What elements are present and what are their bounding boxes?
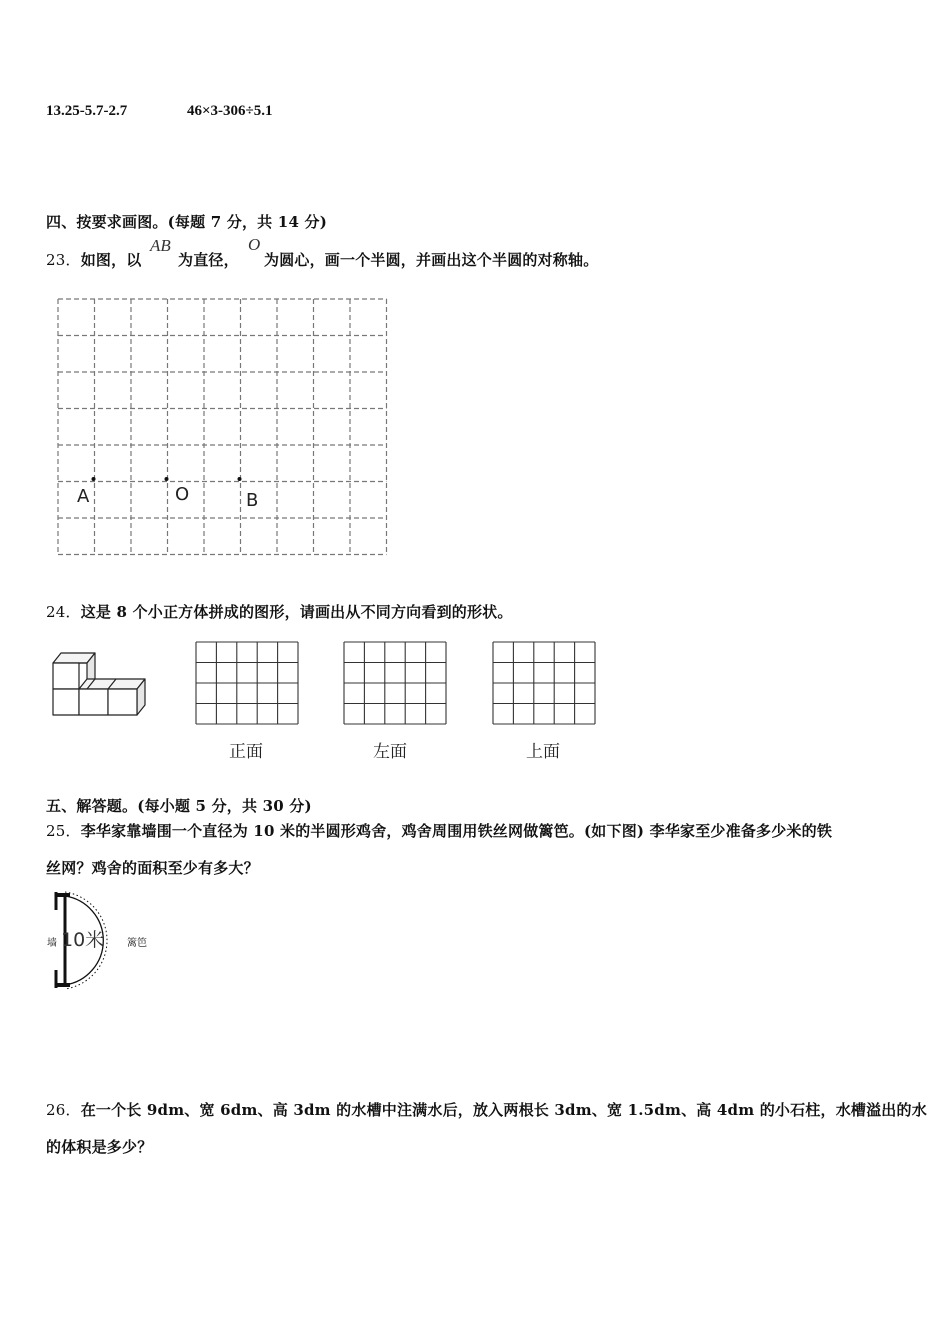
wall-label: 墙 xyxy=(47,938,57,949)
q24-text-body: 这是 8 个小正方体拼成的图形，请画出从不同方向看到的形状。 xyxy=(80,603,513,621)
q23-text-c: 为圆心，画一个半圆，并画出这个半圆的对称轴。 xyxy=(264,251,599,269)
q23-number: 23． xyxy=(46,251,81,269)
q24-text xyxy=(46,601,513,622)
point-a-label: A xyxy=(77,486,90,507)
top-view-label: 上面 xyxy=(526,742,560,762)
q23-dashed-grid xyxy=(56,297,388,557)
q23-text xyxy=(46,249,142,270)
q26-number: 26． xyxy=(46,1101,81,1119)
q26-line-2: 的体积是多少？ xyxy=(46,1138,153,1156)
q26-line-1 xyxy=(46,1099,927,1120)
q23-text-a: 如图，以 xyxy=(80,251,142,269)
left-view-label: 左面 xyxy=(373,742,407,762)
front-view-grid xyxy=(195,641,301,727)
cube-figure xyxy=(48,645,152,720)
q26-text-line-1: 在一个长 9dm、宽 6dm、高 3dm 的水槽中注满水后，放入两根长 3dm、宽 1.5dm、高 4dm 的小石柱，水槽溢出的水 xyxy=(80,1101,927,1119)
front-view-label: 正面 xyxy=(229,742,263,762)
q23-var-ab: AB xyxy=(150,236,171,255)
left-view-grid xyxy=(343,641,449,727)
section-4-title: 四、按要求画图。(每题 7 分，共 14 分) xyxy=(46,213,327,231)
point-b-dot xyxy=(238,477,242,481)
diameter-label: 10米 xyxy=(61,929,105,951)
point-a-dot xyxy=(92,477,96,481)
section-5-title: 五、解答题。(每小题 5 分，共 30 分) xyxy=(46,797,312,815)
q24-number: 24． xyxy=(46,603,81,621)
top-view-grid xyxy=(492,641,598,727)
calc-expression-1: 13.25-5.7-2.7 xyxy=(46,103,128,119)
q25-text-line-1: 李华家靠墙围一个直径为 10 米的半圆形鸡舍，鸡舍周围用铁丝网做篱笆。(如下图) 李华家至少准备多少米的铁 xyxy=(80,822,833,840)
q23-text-b: 为直径， xyxy=(178,251,239,269)
point-o-dot xyxy=(165,477,169,481)
q23-var-o: O xyxy=(248,235,261,254)
q25-number: 25． xyxy=(46,822,81,840)
point-b-label: B xyxy=(246,490,259,511)
q25-line-1 xyxy=(46,820,832,841)
q25-line-2: 丝网？鸡舍的面积至少有多大？ xyxy=(46,859,259,877)
calc-expression-2: 46×3-306÷5.1 xyxy=(187,103,273,119)
point-o-label: O xyxy=(175,484,190,505)
fence-label: 篱笆 xyxy=(127,938,147,949)
